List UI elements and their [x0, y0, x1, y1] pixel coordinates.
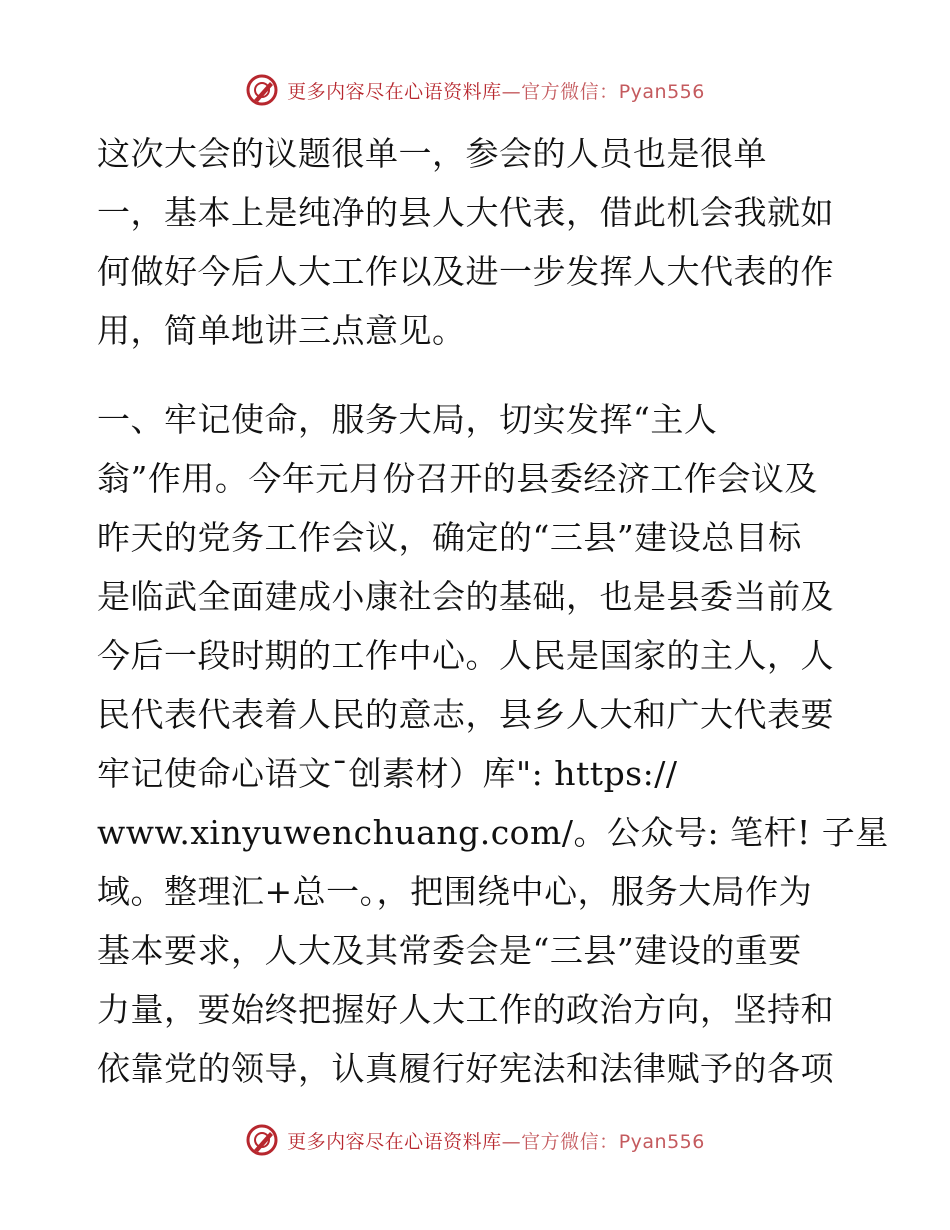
- text-line: 是临武全面建成小康社会的基础，也是县委当前及: [97, 577, 834, 616]
- paragraph-2: [97, 390, 889, 1098]
- text-line: 一、牢记使命，服务大局，切实发挥“主人: [97, 400, 718, 439]
- paragraph-1: [97, 124, 857, 360]
- text-line: 基本要求，人大及其常委会是“三县”建设的重要: [97, 931, 802, 970]
- brand-logo-icon: [245, 73, 279, 107]
- text-line: 一，基本上是纯净的县人大代表，借此机会我就如: [97, 193, 834, 232]
- footer-wechat-label: 官方微信：: [521, 1130, 619, 1153]
- brand-logo-icon: [245, 1123, 279, 1157]
- header-brand-text: 更多内容尽在心语资料库: [287, 80, 502, 103]
- text-line: 域。整理汇+总一。，把围绕中心，服务大局作为: [97, 872, 813, 911]
- header-banner-text: [287, 77, 705, 104]
- text-line: 这次大会的议题很单一，参会的人员也是很单: [97, 134, 767, 173]
- text-line: 民代表代表着人民的意志，县乡人大和广大代表要: [97, 695, 834, 734]
- text-line: 牢记使命心语文¯创素材）库": https://: [97, 754, 678, 793]
- text-line: 今后一段时期的工作中心。人民是国家的主人，人: [97, 636, 834, 675]
- footer-banner-text: [287, 1127, 705, 1154]
- header-wechat-id: Pyan556: [618, 80, 705, 103]
- header-separator: —: [501, 80, 522, 103]
- text-line: 昨天的党务工作会议，确定的“三县”建设总目标: [97, 518, 802, 557]
- text-line: www.xinyuwenchuang.com/。公众号: 笔杆! 子星: [97, 813, 889, 852]
- document-body: [97, 124, 889, 1098]
- footer-brand-text: 更多内容尽在心语资料库: [287, 1130, 502, 1153]
- text-line: 依靠党的领导，认真履行好宪法和法律赋予的各项: [97, 1049, 834, 1088]
- footer-wechat-id: Pyan556: [618, 1130, 705, 1153]
- text-line: 何做好今后人大工作以及进一步发挥人大代表的作: [97, 252, 834, 291]
- header-banner: [0, 70, 950, 110]
- text-line: 用，简单地讲三点意见。: [97, 311, 466, 350]
- footer-banner: [0, 1120, 950, 1160]
- text-line: 翁”作用。今年元月份召开的县委经济工作会议及: [97, 459, 818, 498]
- header-wechat-label: 官方微信：: [521, 80, 619, 103]
- footer-separator: —: [501, 1130, 522, 1153]
- text-line: 力量，要始终把握好人大工作的政治方向，坚持和: [97, 990, 834, 1029]
